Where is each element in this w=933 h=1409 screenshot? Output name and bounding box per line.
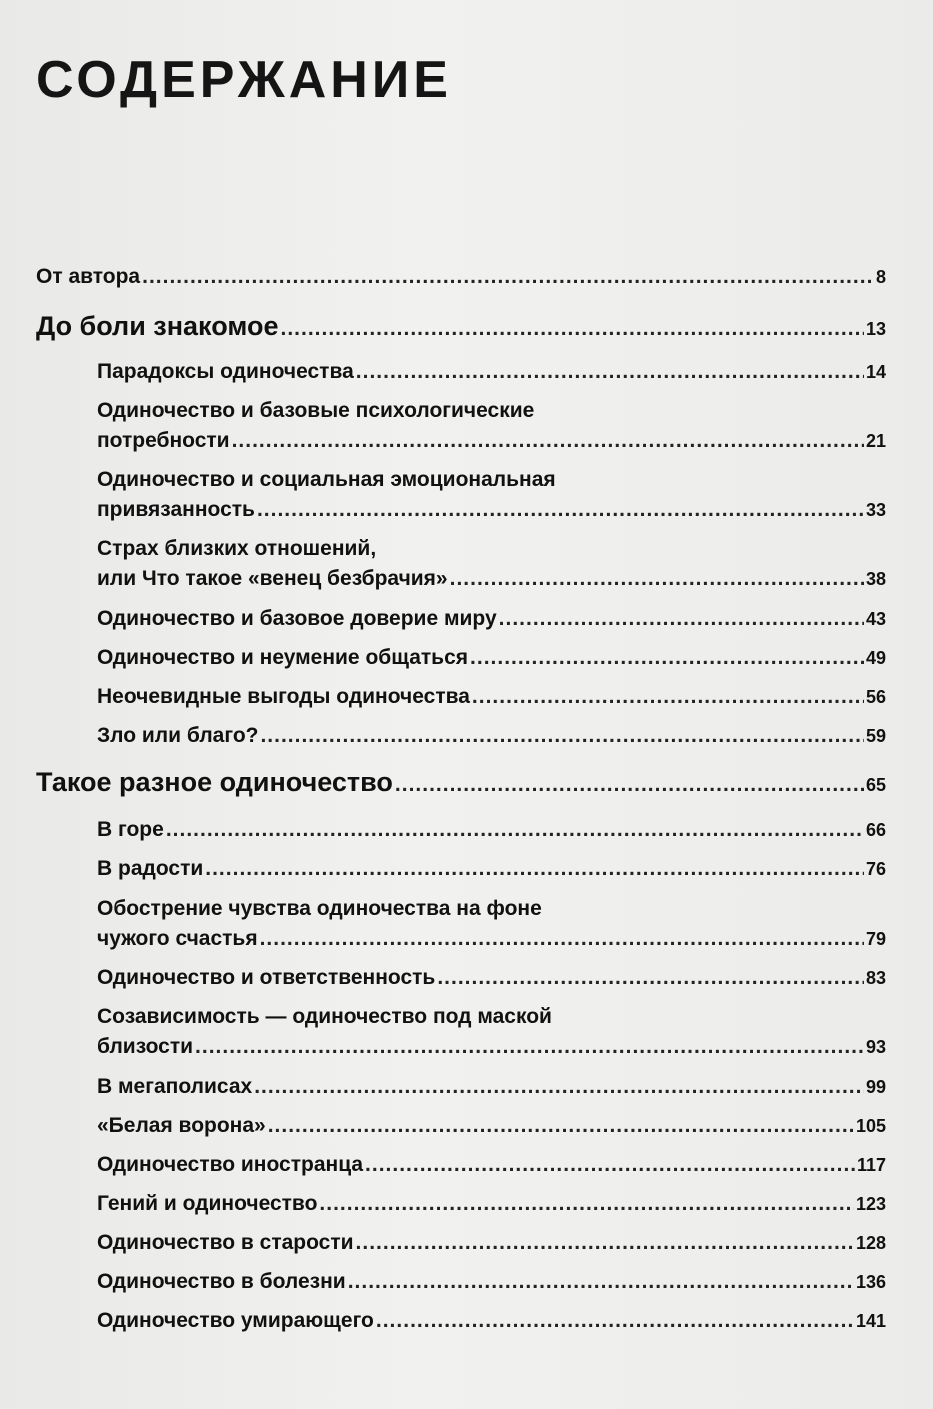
dot-leader: [166, 815, 864, 845]
dot-leader: [348, 1267, 854, 1297]
toc-section[interactable]: [36, 764, 886, 800]
page-title: СОДЕРЖАНИЕ: [36, 51, 452, 109]
toc-entry-page: 43: [865, 609, 886, 629]
toc-entry[interactable]: [97, 815, 886, 845]
toc-entry[interactable]: [97, 1228, 886, 1258]
toc-entry-title: В радости: [97, 857, 204, 880]
dot-leader: [260, 721, 864, 751]
toc-entry[interactable]: [97, 1111, 886, 1141]
toc-entry-title: В горе: [97, 818, 164, 841]
toc-entry-title-line2: потребности: [97, 429, 230, 452]
toc-entry[interactable]: [97, 682, 886, 712]
dot-leader: [450, 564, 864, 594]
toc-entry-page: 38: [865, 569, 886, 589]
toc-entry[interactable]: [36, 262, 886, 292]
toc-entry-page: 65: [865, 775, 886, 795]
dot-leader: [205, 854, 864, 884]
toc-entry-title-line1: Одиночество и социальная эмоциональная: [97, 468, 556, 491]
toc-entry-page: 66: [865, 820, 886, 840]
toc-entry[interactable]: [97, 357, 886, 387]
toc-entry-title-line1: Страх близких отношений,: [97, 537, 377, 560]
toc-entry-title: Парадоксы одиночества: [97, 360, 354, 383]
toc-entry[interactable]: [97, 1150, 886, 1180]
toc-entry-title: «Белая ворона»: [97, 1114, 266, 1137]
toc-entry[interactable]: [97, 1002, 886, 1062]
toc-section-title: Такое разное одиночество: [36, 767, 393, 797]
toc-entry-title-line2: близости: [97, 1035, 194, 1058]
toc-entry-page: 59: [865, 726, 886, 746]
toc-entry-title: От автора: [36, 265, 141, 288]
toc-entry-page: 105: [855, 1116, 886, 1136]
dot-leader: [356, 1228, 854, 1258]
toc-entry-page: 99: [865, 1077, 886, 1097]
toc-entry[interactable]: [97, 894, 886, 954]
toc-entry[interactable]: [97, 854, 886, 884]
toc-entry-title-line1: Созависимость — одиночество под маской: [97, 1005, 552, 1028]
toc-entry-title: Неочевидные выгоды одиночества: [97, 685, 470, 708]
dot-leader: [268, 1111, 854, 1141]
toc-entry-title-line1: Обострение чувства одиночества на фоне: [97, 897, 542, 920]
dot-leader: [470, 643, 864, 673]
dot-leader: [472, 682, 864, 712]
dot-leader: [319, 1189, 854, 1219]
toc-entry-title-line2: привязанность: [97, 498, 255, 521]
dot-leader: [257, 495, 864, 525]
toc-entry-page: 93: [865, 1037, 886, 1057]
dot-leader: [195, 1032, 864, 1062]
dot-leader: [437, 963, 864, 993]
toc-entry[interactable]: [97, 396, 886, 456]
toc-entry-page: 8: [875, 267, 886, 287]
toc-entry-title: Одиночество в старости: [97, 1231, 354, 1254]
toc-section[interactable]: [36, 308, 886, 344]
toc-entry[interactable]: [97, 465, 886, 525]
dot-leader: [260, 924, 864, 954]
toc-entry-page: 128: [855, 1233, 886, 1253]
toc-entry-title-line2: чужого счастья: [97, 927, 258, 950]
toc-entry[interactable]: [97, 963, 886, 993]
toc-entry[interactable]: [97, 604, 886, 634]
toc-entry-page: 49: [865, 648, 886, 668]
toc-entry-title: Одиночество в болезни: [97, 1270, 346, 1293]
toc-section-title: До боли знакомое: [36, 311, 279, 341]
toc-entry-title: Одиночество иностранца: [97, 1153, 364, 1176]
toc-entry-title: Одиночество и базовое доверие миру: [97, 607, 497, 630]
toc-entry-page: 141: [855, 1311, 886, 1331]
toc-entry-title: Зло или благо?: [97, 724, 259, 747]
toc-entry[interactable]: [97, 643, 886, 673]
toc-entry-title-line1: Одиночество и базовые психологические: [97, 399, 535, 422]
dot-leader: [499, 604, 864, 634]
toc-entry-title: Одиночество умирающего: [97, 1309, 374, 1332]
toc-entry-page: 83: [865, 968, 886, 988]
dot-leader: [376, 1306, 854, 1336]
dot-leader: [395, 767, 864, 803]
toc-entry-page: 56: [865, 687, 886, 707]
dot-leader: [280, 311, 863, 347]
toc-entry[interactable]: [97, 721, 886, 751]
toc-entry-title: В мегаполисах: [97, 1075, 253, 1098]
toc-entry-page: 79: [865, 929, 886, 949]
toc-entry[interactable]: [97, 1267, 886, 1297]
dot-leader: [356, 357, 864, 387]
dot-leader: [232, 426, 864, 456]
toc-entry-title: Одиночество и ответственность: [97, 966, 436, 989]
toc-entry-page: 33: [865, 500, 886, 520]
toc-entry[interactable]: [97, 1306, 886, 1336]
toc-entry-page: 76: [865, 859, 886, 879]
toc-entry-page: 13: [865, 319, 886, 339]
dot-leader: [365, 1150, 855, 1180]
dot-leader: [142, 262, 874, 292]
toc-entry-page: 117: [856, 1155, 886, 1175]
toc-entry-page: 136: [855, 1272, 886, 1292]
toc-entry[interactable]: [97, 1189, 886, 1219]
dot-leader: [254, 1072, 864, 1102]
toc-entry-page: 123: [855, 1194, 886, 1214]
toc-entry-title-line2: или Что такое «венец безбрачия»: [97, 567, 448, 590]
toc-entry-title: Гений и одиночество: [97, 1192, 318, 1215]
toc-entry-title: Одиночество и неумение общаться: [97, 646, 469, 669]
toc-entry-page: 14: [865, 362, 886, 382]
toc-entry[interactable]: [97, 534, 886, 594]
toc-entry[interactable]: [97, 1072, 886, 1102]
toc-entry-page: 21: [865, 431, 886, 451]
